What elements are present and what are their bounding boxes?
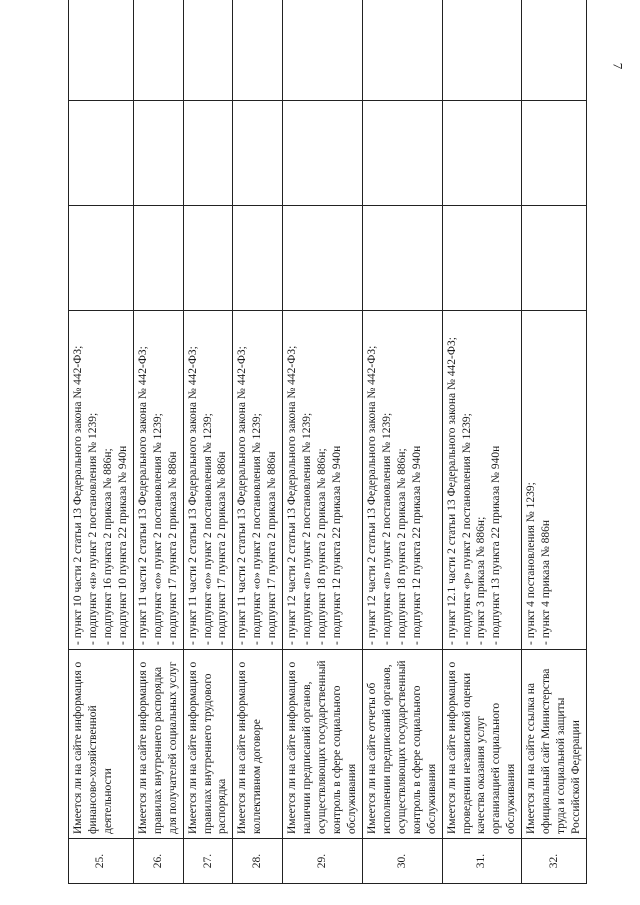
- legal-basis-list: [445, 315, 505, 645]
- answer-cell[interactable]: [69, 206, 134, 311]
- legal-basis-list: [285, 315, 345, 645]
- question-cell: Имеется ли на сайте ссылка на официальный сайт Министерства труда и социальной защиты Российской Федерации: [522, 650, 587, 839]
- legal-basis-item: - подпункт «о» пункт 2 постановления № 1239;: [151, 315, 166, 645]
- row-number: 29.: [283, 839, 363, 884]
- legal-basis-item: - подпункт 17 пункта 2 приказа № 886н: [215, 315, 230, 645]
- legal-basis-item: - пункт 12 части 2 статьи 13 Федерального закона № 442-ФЗ;: [365, 315, 380, 645]
- row-number: 26.: [133, 839, 183, 884]
- legal-basis-item: - подпункт «о» пункт 2 постановления № 1239;: [201, 315, 216, 645]
- legal-basis-cell: [522, 311, 587, 650]
- legal-basis-item: - подпункт 17 пункта 2 приказа № 886н: [265, 315, 280, 645]
- row-number: 27.: [183, 839, 233, 884]
- answer-cell[interactable]: [283, 101, 363, 206]
- answer-cell[interactable]: [442, 0, 522, 101]
- legal-basis-item: - подпункт «р» пункт 2 постановления № 1239;: [460, 315, 475, 645]
- answer-cell[interactable]: [362, 101, 442, 206]
- answer-cell[interactable]: [133, 206, 183, 311]
- legal-basis-item: - пункт 12 части 2 статьи 13 Федерального закона № 442-ФЗ;: [285, 315, 300, 645]
- answer-cell[interactable]: [283, 0, 363, 101]
- legal-basis-cell: [133, 311, 183, 650]
- legal-basis-cell: [183, 311, 233, 650]
- row-number: 32.: [522, 839, 587, 884]
- legal-basis-item: - подпункт «о» пункт 2 постановления № 1239;: [250, 315, 265, 645]
- answer-cell[interactable]: [133, 0, 183, 101]
- legal-basis-item: - подпункт 16 пункта 2 приказа № 886н;: [101, 315, 116, 645]
- legal-basis-item: - пункт 3 приказа № 886н;: [474, 315, 489, 645]
- legal-basis-item: - подпункт «п» пункт 2 постановления № 1239;: [300, 315, 315, 645]
- legal-basis-item: - пункт 11 части 2 статьи 13 Федерального закона № 442-ФЗ;: [136, 315, 151, 645]
- question-cell: Имеется ли на сайте информация о коллективном договоре: [233, 650, 283, 839]
- table-row: [69, 0, 134, 884]
- legal-basis-list: [71, 315, 131, 645]
- question-cell: Имеется ли на сайте информация о правилах внутреннего распорядка для получателей социальных услуг: [133, 650, 183, 839]
- answer-cell[interactable]: [442, 206, 522, 311]
- row-number: 25.: [69, 839, 134, 884]
- legal-basis-item: - пункт 11 части 2 статьи 13 Федерального закона № 442-ФЗ;: [235, 315, 250, 645]
- legal-basis-item: - подпункт «н» пункт 2 постановления № 1239;: [86, 315, 101, 645]
- answer-cell[interactable]: [183, 101, 233, 206]
- table-row: [442, 0, 522, 884]
- legal-basis-cell: [283, 311, 363, 650]
- answer-cell[interactable]: [183, 0, 233, 101]
- legal-basis-cell: [362, 311, 442, 650]
- legal-basis-item: - подпункт 12 пункта 22 приказа № 940н: [330, 315, 345, 645]
- answer-cell[interactable]: [233, 101, 283, 206]
- answer-cell[interactable]: [522, 101, 587, 206]
- question-cell: Имеется ли на сайте отчеты об исполнении предписаний органов, осуществляющих государственный контроль в сфере социального обслуживания: [362, 650, 442, 839]
- table-row: [362, 0, 442, 884]
- legal-basis-item: - пункт 12.1 части 2 статьи 13 Федерального закона № 442-ФЗ;: [445, 315, 460, 645]
- row-number: 31.: [442, 839, 522, 884]
- answer-cell[interactable]: [522, 206, 587, 311]
- rotated-table-container: [68, 44, 583, 884]
- table-body: [69, 0, 587, 884]
- row-number: 28.: [233, 839, 283, 884]
- question-cell: Имеется ли на сайте информация о наличии предписаний органов, осуществляющих государственный контроль в сфере социального обслуживания: [283, 650, 363, 839]
- checklist-table: [68, 0, 587, 884]
- answer-cell[interactable]: [233, 206, 283, 311]
- legal-basis-list: [136, 315, 181, 645]
- answer-cell[interactable]: [522, 0, 587, 101]
- question-cell: Имеется ли на сайте информация о проведении независимой оценки качества оказания услуг организацией социального обслуживания: [442, 650, 522, 839]
- answer-cell[interactable]: [233, 0, 283, 101]
- legal-basis-item: - пункт 10 части 2 статьи 13 Федерального закона № 442-ФЗ;: [71, 315, 86, 645]
- answer-cell[interactable]: [69, 0, 134, 101]
- legal-basis-list: [524, 315, 554, 645]
- row-number: 30.: [362, 839, 442, 884]
- legal-basis-cell: [442, 311, 522, 650]
- legal-basis-item: - подпункт 17 пункта 2 приказа № 886н: [166, 315, 181, 645]
- question-cell: Имеется ли на сайте информация о финансово-хозяйственной деятельности: [69, 650, 134, 839]
- legal-basis-item: - подпункт 10 пункта 22 приказа № 940н: [116, 315, 131, 645]
- legal-basis-list: [186, 315, 231, 645]
- legal-basis-cell: [233, 311, 283, 650]
- legal-basis-item: - подпункт 18 пункта 2 приказа № 886н;: [395, 315, 410, 645]
- answer-cell[interactable]: [442, 101, 522, 206]
- legal-basis-item: - подпункт 18 пункта 2 приказа № 886н;: [315, 315, 330, 645]
- answer-cell[interactable]: [69, 101, 134, 206]
- page-number: 7: [609, 62, 625, 70]
- legal-basis-item: - пункт 11 части 2 статьи 13 Федерального закона № 442-ФЗ;: [186, 315, 201, 645]
- legal-basis-list: [235, 315, 280, 645]
- table-row: [283, 0, 363, 884]
- table-row: [522, 0, 587, 884]
- legal-basis-cell: [69, 311, 134, 650]
- table-row: [133, 0, 183, 884]
- table-row: [233, 0, 283, 884]
- answer-cell[interactable]: [362, 0, 442, 101]
- answer-cell[interactable]: [133, 101, 183, 206]
- legal-basis-item: - подпункт «п» пункт 2 постановления № 1239;: [380, 315, 395, 645]
- answer-cell[interactable]: [183, 206, 233, 311]
- legal-basis-list: [365, 315, 425, 645]
- answer-cell[interactable]: [362, 206, 442, 311]
- legal-basis-item: - подпункт 12 пункта 22 приказа № 940н: [410, 315, 425, 645]
- question-cell: Имеется ли на сайте информация о правилах внутреннего трудового распорядка: [183, 650, 233, 839]
- legal-basis-item: - пункт 4 приказа № 886н: [539, 315, 554, 645]
- table-row: [183, 0, 233, 884]
- answer-cell[interactable]: [283, 206, 363, 311]
- legal-basis-item: - подпункт 13 пункта 22 приказа № 940н: [489, 315, 504, 645]
- legal-basis-item: - пункт 4 постановления № 1239;: [524, 315, 539, 645]
